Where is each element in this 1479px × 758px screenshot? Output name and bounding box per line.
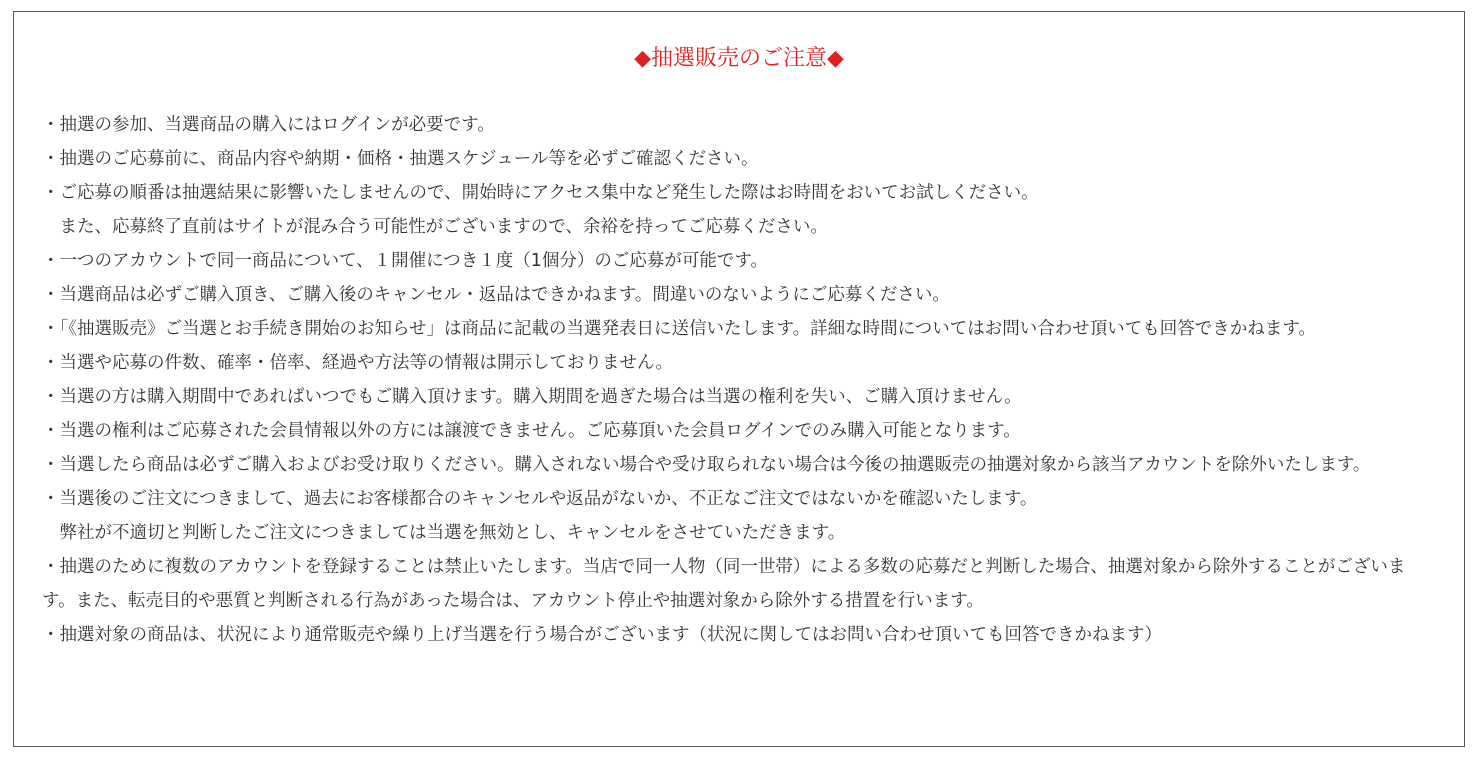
notice-item-one-per-account: ・一つのアカウントで同一商品について、１開催につき１度（1個分）のご応募が可能です。 — [42, 251, 769, 271]
notice-item-must-purchase: ・当選したら商品は必ずご購入およびお受け取りください。購入されない場合や受け取られない場合は今後の抽選販売の抽選対象から該当アカウントを除外いたします。 — [42, 455, 1371, 475]
notice-item-no-cancellation: ・当選商品は必ずご購入頂き、ご購入後のキャンセル・返品はできかねます。間違いのないようにご応募ください。 — [42, 285, 950, 305]
notice-item-no-disclosure: ・当選や応募の件数、確率・倍率、経過や方法等の情報は開示しておりません。 — [42, 353, 674, 373]
notice-item-purchase-period: ・当選の方は購入期間中であればいつでもご購入頂けます。購入期間を過ぎた場合は当選の権利を失い、ご購入頂けません。 — [42, 387, 1022, 407]
lottery-notice-box — [13, 11, 1465, 747]
notice-title: ◆抽選販売のご注意◆ — [634, 46, 844, 71]
notice-item-multiple-accounts: ・抽選のために複数のアカウントを登録することは禁止いたします。当店で同一人物（同一世帯）による多数の応募だと判断した場合、抽選対象から除外することがございます。また、転売目的や悪質と判断される行為があった場合は、アカウント停止や抽選対象から除外する措置を行います。 — [42, 557, 1406, 611]
notice-item-confirm-details: ・抽選のご応募前に、商品内容や納期・価格・抽選スケジュール等を必ずご確認ください。 — [42, 149, 759, 169]
notice-item-non-transferable: ・当選の権利はご応募された会員情報以外の方には譲渡できません。ご応募頂いた会員ログインでのみ購入可能となります。 — [42, 421, 1021, 441]
notice-item-winner-notification: ・「《抽選販売》ご当選とお手続き開始のお知らせ」は商品に記載の当選発表日に送信いたします。詳細な時間についてはお問い合わせ頂いても回答できかねます。 — [42, 319, 1316, 339]
notice-item-order-review-cont: 弊社が不適切と判断したご注文につきましては当選を無効とし、キャンセルをさせていただきます。 — [42, 523, 846, 543]
notice-item-regular-sale: ・抽選対象の商品は、状況により通常販売や繰り上げ当選を行う場合がございます（状況に関してはお問い合わせ頂いても回答できかねます） — [42, 625, 1162, 645]
notice-item-application-order-cont: また、応募終了直前はサイトが混み合う可能性がございますので、余裕を持ってご応募ください。 — [42, 217, 828, 237]
notice-list — [42, 108, 1436, 652]
notice-item-order-review: ・当選後のご注文につきまして、過去にお客様都合のキャンセルや返品がないか、不正なご注文ではないかを確認いたします。 — [42, 489, 1038, 509]
notice-item-login-required: ・抽選の参加、当選商品の購入にはログインが必要です。 — [42, 115, 495, 135]
notice-item-application-order: ・ご応募の順番は抽選結果に影響いたしませんので、開始時にアクセス集中など発生した際はお時間をおいてお試しください。 — [42, 183, 1039, 203]
